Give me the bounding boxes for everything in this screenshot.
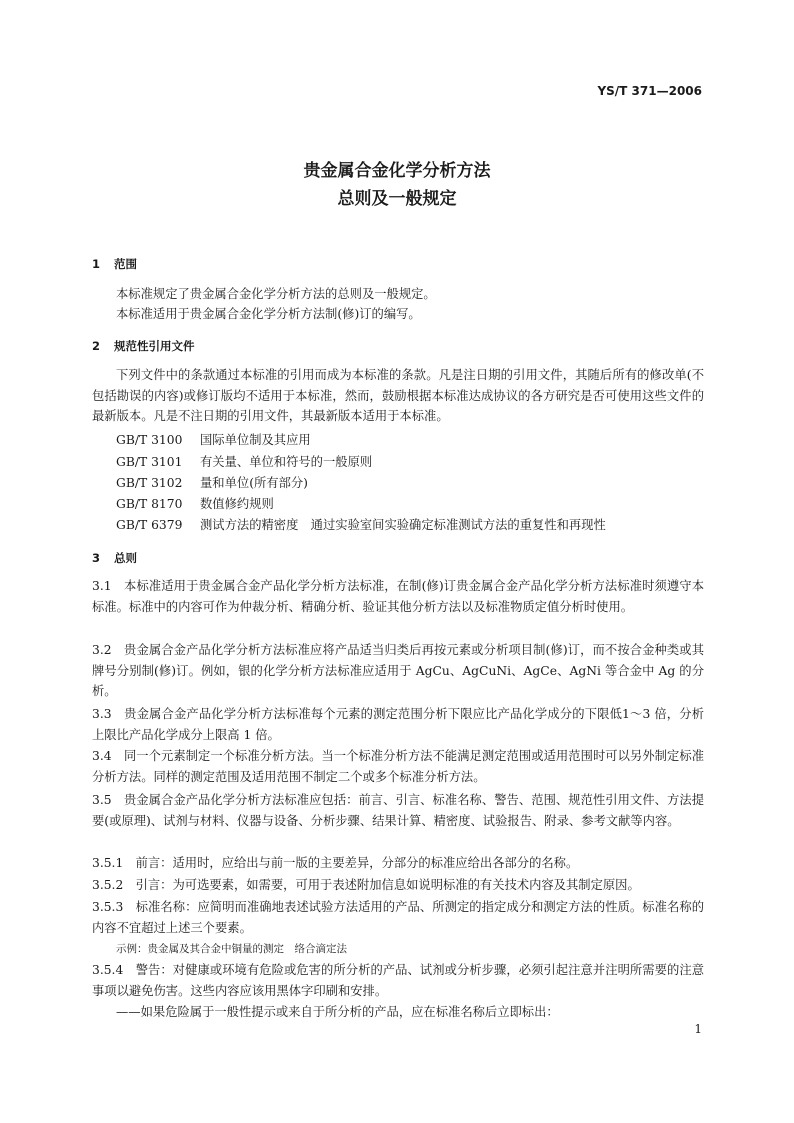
clause-3-5: 3.5 贵金属合金产品化学分析方法标准应包括：前言、引言、标准名称、警告、范围、规范性引用文件、方法提要(或原理)、试剂与材料、仪器与设备、分析步骤、结果计算、精密度、试验报告、附录、参考文献等内容。 bbox=[92, 793, 704, 828]
clause-3-2: 3.2 贵金属合金产品化学分析方法标准应将产品适当归类后再按元素或分析项目制(修)订，而不按合金种类或其牌号分别制(修)订。例如，银的化学分析方法标准应适用于 AgCu、AgCuNi、AgCe、AgNi 等合金中 Ag 的分析。 bbox=[92, 643, 704, 698]
clause-3-5-4-dash-item: ——如果危险属于一般性提示或来自于所分析的产品，应在标准名称后立即标出： bbox=[116, 1005, 559, 1019]
reference-item bbox=[116, 494, 274, 514]
section-1-heading bbox=[92, 256, 137, 272]
reference-code: GB/T 3102 bbox=[116, 476, 183, 490]
section-number: 1 bbox=[92, 257, 101, 271]
reference-title: 有关量、单位和符号的一般原则 bbox=[200, 455, 373, 469]
reference-item bbox=[116, 430, 311, 450]
section-number: 3 bbox=[92, 551, 101, 565]
clause-3-4: 3.4 同一个元素制定一个标准分析方法。当一个标准分析方法不能满足测定范围或适用范围时可以另外制定标准分析方法。同样的测定范围及适用范围不制定二个或多个标准分析方法。 bbox=[92, 749, 704, 784]
reference-item bbox=[116, 515, 606, 535]
section-title: 总则 bbox=[114, 551, 137, 565]
section-title: 规范性引用文件 bbox=[114, 339, 195, 353]
section-number: 2 bbox=[92, 339, 101, 353]
reference-item bbox=[116, 473, 308, 493]
document-title: 贵金属合金化学分析方法 bbox=[303, 161, 491, 181]
clause-3-5-1: 3.5.1 前言：适用时，应给出与前一版的主要差异，分部分的标准应给出各部分的名称。 bbox=[92, 856, 579, 870]
reference-title: 数值修约规则 bbox=[200, 497, 274, 511]
clause-3-5-2: 3.5.2 引言：为可选要素，如需要，可用于表述附加信息如说明标准的有关技术内容及其制定原因。 bbox=[92, 878, 640, 892]
document-subtitle: 总则及一般规定 bbox=[337, 189, 457, 209]
paragraph: 下列文件中的条款通过本标准的引用而成为本标准的条款。凡是注日期的引用文件，其随后所有的修改单(不包括勘误的内容)或修订版均不适用于本标准，然而，鼓励根据本标准达成协议的各方研究是否可使用这些文件的最新版本。凡是不注日期的引用文件，其最新版本适用于本标准。 bbox=[92, 368, 704, 423]
page-number: 1 bbox=[694, 1022, 702, 1036]
reference-title: 国际单位制及其应用 bbox=[200, 433, 311, 447]
reference-code: GB/T 3101 bbox=[116, 455, 183, 469]
clause-3-1: 3.1 本标准适用于贵金属合金产品化学分析方法标准，在制(修)订贵金属合金产品化学分析方法标准时须遵守本标准。标准中的内容可作为仲裁分析、精确分析、验证其他分析方法以及标准物质定值分析时使用。 bbox=[92, 579, 704, 614]
clause-3-3: 3.3 贵金属合金产品化学分析方法标准每个元素的测定范围分析下限应比产品化学成分的下限低1～3 倍，分析上限比产品化学成分上限高 1 倍。 bbox=[92, 707, 704, 742]
reference-code: GB/T 3100 bbox=[116, 433, 183, 447]
reference-title: 量和单位(所有部分) bbox=[200, 476, 308, 490]
paragraph: 本标准适用于贵金属合金化学分析方法制(修)订的编写。 bbox=[116, 307, 421, 321]
example-note: 示例：贵金属及其合金中铜量的测定 络合滴定法 bbox=[116, 943, 347, 955]
reference-title: 测试方法的精密度 通过实验室间实验确定标准测试方法的重复性和再现性 bbox=[200, 518, 606, 532]
section-2-heading bbox=[92, 338, 195, 354]
section-title: 范围 bbox=[114, 257, 137, 271]
clause-3-5-3: 3.5.3 标准名称：应简明而准确地表述试验方法适用的产品、所测定的指定成分和测定方法的性质。标准名称的内容不宜超过上述三个要素。 bbox=[92, 900, 704, 935]
reference-code: GB/T 8170 bbox=[116, 497, 183, 511]
section-3-heading bbox=[92, 550, 137, 566]
clause-3-5-4: 3.5.4 警告：对健康或环境有危险或危害的所分析的产品、试剂或分析步骤，必须引起注意并注明所需要的注意事项以避免伤害。这些内容应该用黑体字印刷和安排。 bbox=[92, 963, 704, 998]
paragraph: 本标准规定了贵金属合金化学分析方法的总则及一般规定。 bbox=[116, 287, 436, 301]
reference-item bbox=[116, 452, 372, 472]
document-code: YS/T 371—2006 bbox=[597, 84, 702, 98]
reference-code: GB/T 6379 bbox=[116, 518, 183, 532]
